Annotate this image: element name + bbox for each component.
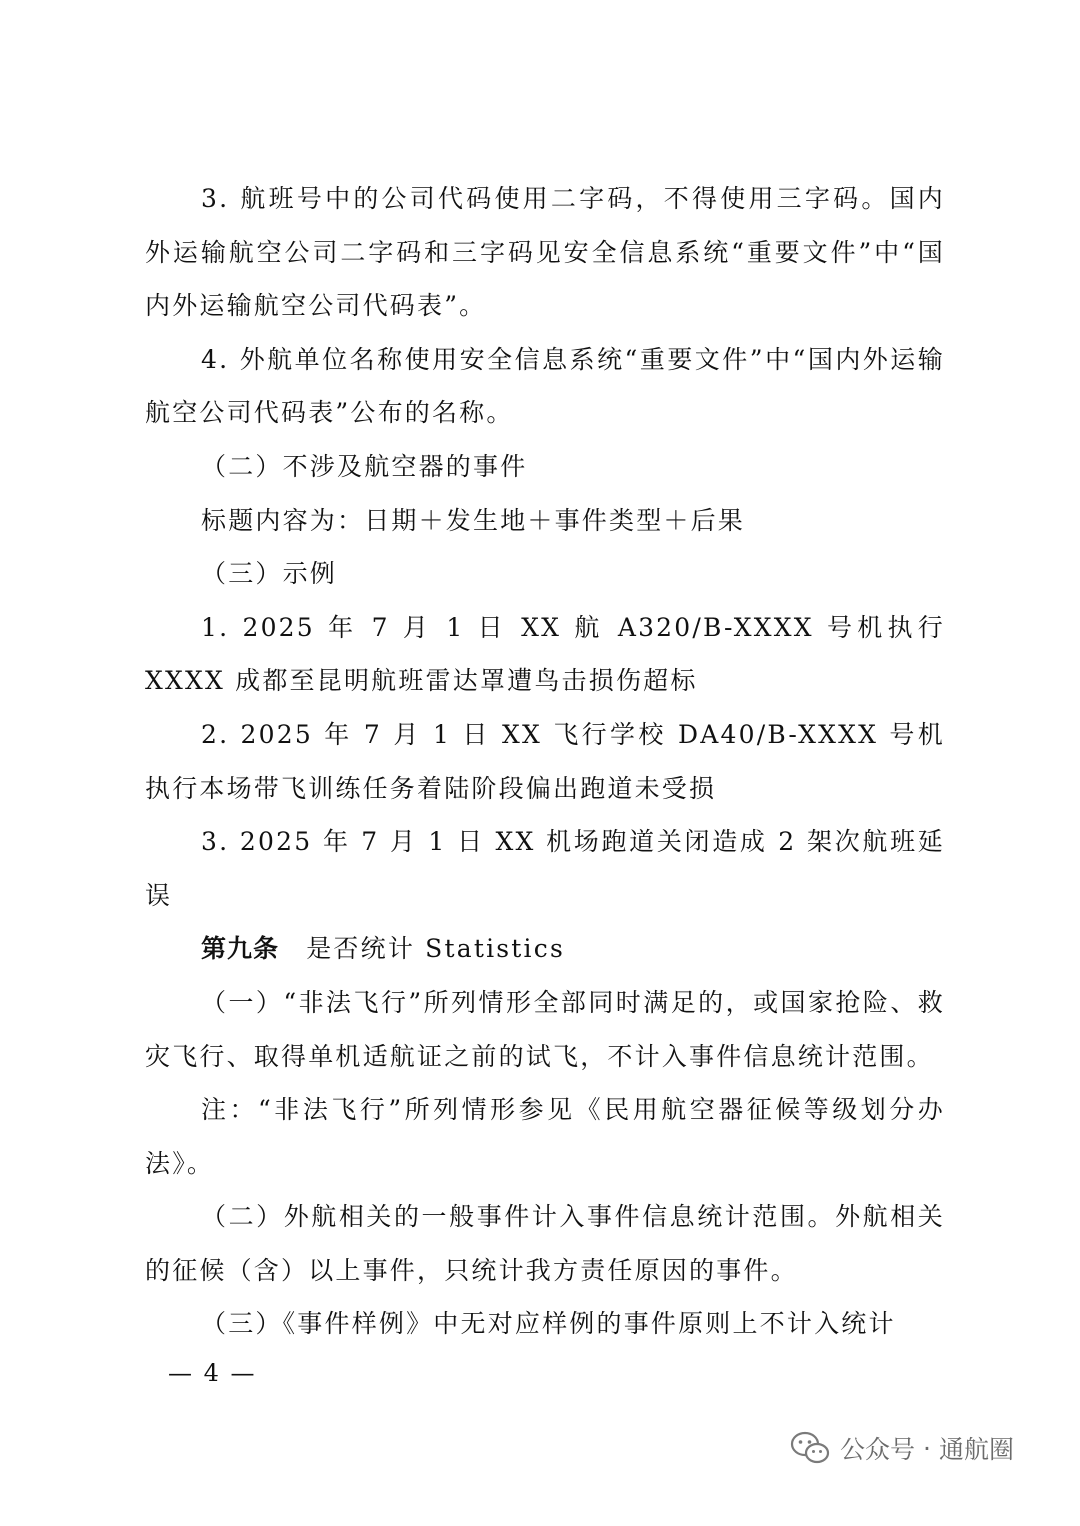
watermark (790, 1428, 1014, 1468)
article-nine-title: 是否统计 Statistics (279, 934, 565, 964)
paragraph-no-sample-events: （三）《事件样例》中无对应样例的事件原则上不计入统计 (201, 1309, 896, 1339)
wechat-icon (790, 1431, 830, 1465)
watermark-label-account: 公众号 (840, 1435, 916, 1464)
paragraph-airline-code-rule: 3. 航班号中的公司代码使用二字码，不得使用三字码。国内外运输航空公司二字码和三字码见安全信息系统“重要文件”中“国内外运输航空公司代码表”。 (145, 184, 945, 321)
paragraph-illegal-flight-exclusion: （一）“非法飞行”所列情形全部同时满足的，或国家抢险、救灾飞行、取得单机适航证之前的试飞，不计入事件信息统计范围。 (145, 987, 945, 1071)
example-item-2: 2. 2025 年 7 月 1 日 XX 飞行学校 DA40/B-XXXX 号机执行本场带飞训练任务着陆阶段偏出跑道未受损 (145, 719, 945, 803)
page-number: — 4 — (168, 1359, 257, 1387)
subheading-non-aircraft-events: （二）不涉及航空器的事件 (201, 451, 528, 481)
paragraph-foreign-airline-events: （二）外航相关的一般事件计入事件信息统计范围。外航相关的征候（含）以上事件，只统计我方责任原因的事件。 (145, 1202, 945, 1285)
paragraph-foreign-airline-name-rule: 4. 外航单位名称使用安全信息系统“重要文件”中“国内外运输航空公司代码表”公布的名称。 (145, 344, 945, 428)
subheading-examples: （三）示例 (201, 559, 338, 589)
document-body (145, 172, 945, 1351)
example-item-3: 3. 2025 年 7 月 1 日 XX 机场跑道关闭造成 2 架次航班延误 (145, 827, 945, 910)
article-nine-heading: 第九条 (201, 934, 280, 964)
watermark-label-name: 通航圈 (938, 1435, 1014, 1464)
paragraph-title-format: 标题内容为：日期＋发生地＋事件类型＋后果 (201, 505, 746, 535)
article-nine (145, 922, 945, 976)
example-item-1: 1. 2025 年 7 月 1 日 XX 航 A320/B-XXXX 号机执行 XXXX 成都至昆明航班雷达罩遭鸟击损伤超标 (145, 612, 945, 696)
watermark-separator: · (923, 1433, 931, 1463)
note-illegal-flight-reference: 注：“非法飞行”所列情形参见《民用航空器征候等级划分办法》。 (145, 1095, 945, 1178)
